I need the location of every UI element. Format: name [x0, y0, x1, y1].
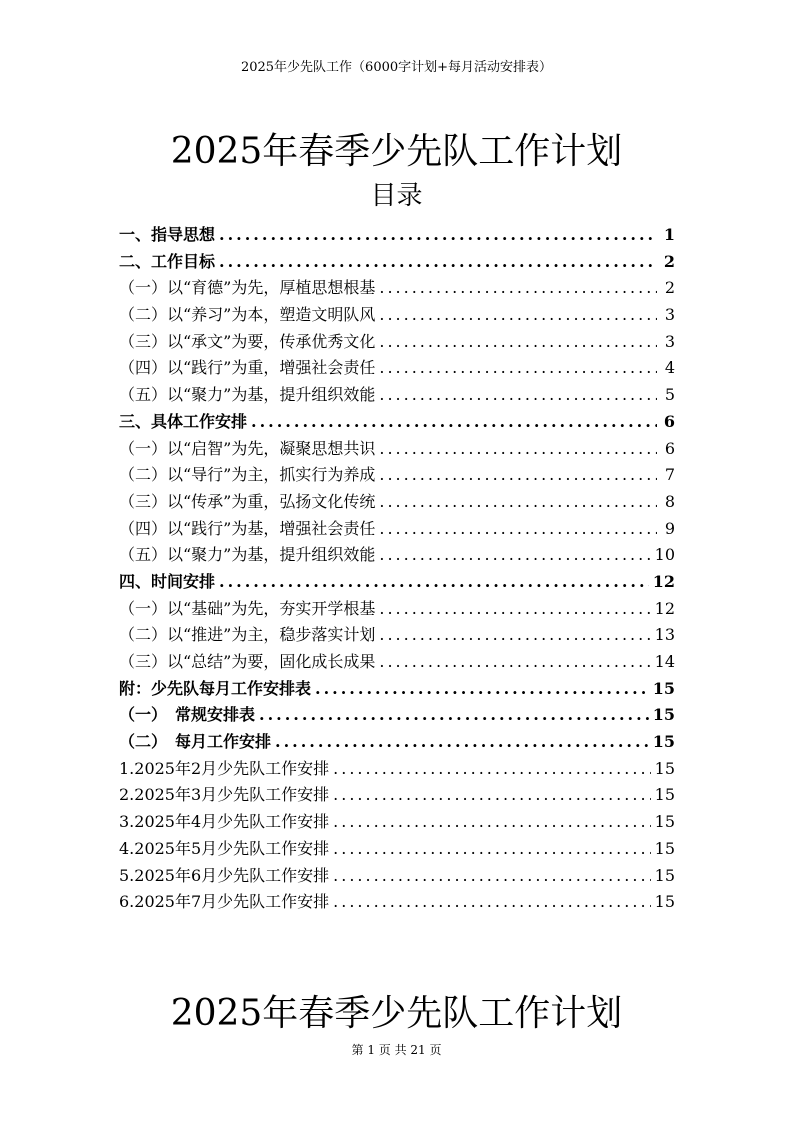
toc-entry-label: （一）以“基础”为先，夯实开学根基	[119, 598, 376, 618]
document-title: 2025年春季少先队工作计划	[170, 131, 623, 173]
toc-entry-label: 2.2025年3月少先队工作安排	[119, 785, 330, 805]
toc-entry-page-number: 15	[652, 678, 675, 698]
toc-entry-label: 附：少先队每月工作安排表	[119, 678, 312, 698]
toc-entry-page-number: 6	[664, 438, 675, 458]
toc-entry-label: （二）以“导行”为主，抓实行为养成	[119, 465, 376, 485]
toc-entry[interactable]	[119, 889, 675, 916]
toc-entry-page-number: 15	[654, 785, 675, 805]
toc-entry-page-number: 15	[652, 732, 675, 752]
toc-entry[interactable]	[119, 409, 675, 436]
toc-entry-page-number: 3	[664, 331, 675, 351]
toc-entry-label: 6.2025年7月少先队工作安排	[119, 892, 330, 912]
toc-entry-page-number: 1	[663, 225, 675, 244]
toc-entry-label: 1.2025年2月少先队工作安排	[119, 758, 330, 778]
toc-entry-page-number: 2	[663, 251, 675, 271]
toc-entry-page-number: 15	[652, 705, 675, 725]
toc-dot-leader	[333, 782, 650, 809]
toc-entry-label: 3.2025年4月少先队工作安排	[119, 812, 330, 832]
toc-entry-page-number: 15	[654, 838, 675, 858]
toc-entry-label: 二、工作目标	[119, 251, 216, 271]
toc-entry[interactable]	[119, 516, 675, 543]
toc-dot-leader	[379, 355, 657, 382]
toc-entry-page-number: 3	[664, 305, 675, 325]
toc-entry[interactable]	[119, 222, 675, 249]
toc-entry-page-number: 6	[663, 411, 675, 431]
toc-entry-label: 四、时间安排	[119, 571, 216, 591]
toc-entry[interactable]	[119, 275, 675, 302]
page-footer: 第 1 页 共 21 页	[351, 1043, 442, 1057]
toc-entry-label: 5.2025年6月少先队工作安排	[119, 865, 330, 885]
toc-entry-page-number: 5	[664, 385, 675, 405]
toc-entry[interactable]	[119, 596, 675, 623]
toc-dot-leader	[333, 863, 650, 890]
toc-entry-label: （一）以“育德”为先，厚植思想根基	[119, 278, 376, 298]
toc-entry-page-number: 14	[654, 652, 675, 671]
toc-entry[interactable]	[119, 836, 675, 863]
toc-dot-leader	[379, 462, 657, 489]
toc-entry[interactable]	[119, 729, 675, 756]
page-header: 2025年少先队工作（6000字计划+每月活动安排表）	[240, 60, 553, 75]
toc-entry-page-number: 15	[654, 758, 675, 778]
toc-entry[interactable]	[119, 649, 675, 676]
toc-entry[interactable]	[119, 676, 675, 703]
toc-entry[interactable]	[119, 569, 675, 596]
toc-dot-leader	[219, 569, 649, 596]
toc-entry[interactable]	[119, 329, 675, 356]
toc-entry-label: 一、指导思想	[119, 225, 216, 244]
toc-dot-leader	[333, 836, 650, 863]
toc-entry-page-number: 10	[654, 545, 675, 565]
toc-dot-leader	[379, 329, 657, 356]
toc-entry-page-number: 15	[654, 892, 675, 912]
toc-entry-page-number: 12	[652, 571, 675, 591]
toc-dot-leader	[379, 489, 657, 516]
toc-entry-label: （一）以“启智”为先，凝聚思想共识	[119, 438, 376, 458]
toc-entry-label: （二）以“养习”为本，塑造文明队风	[119, 305, 376, 325]
toc-entry-page-number: 12	[654, 598, 675, 618]
toc-entry-page-number: 15	[654, 812, 675, 832]
toc-dot-leader	[379, 302, 657, 329]
toc-entry[interactable]	[119, 542, 675, 569]
toc-entry[interactable]	[119, 436, 675, 463]
toc-dot-leader	[379, 382, 657, 409]
toc-dot-leader	[379, 516, 657, 543]
toc-entry[interactable]	[119, 249, 675, 276]
toc-entry-label: （二）以“推进”为主，稳步落实计划	[119, 625, 376, 645]
toc-entry[interactable]	[119, 863, 675, 890]
toc-entry-page-number: 2	[664, 278, 675, 298]
toc-entry-page-number: 15	[654, 865, 675, 885]
toc-entry[interactable]	[119, 622, 675, 649]
toc-entry-label: （三）以“总结”为要，固化成长成果	[119, 652, 376, 671]
toc-entry-label: （一） 常规安排表	[119, 705, 256, 725]
toc-entry-label: 4.2025年5月少先队工作安排	[119, 838, 330, 858]
toc-dot-leader	[379, 542, 650, 569]
toc-entry-page-number: 13	[654, 625, 675, 645]
toc-dot-leader	[379, 275, 657, 302]
toc-dot-leader	[259, 702, 649, 729]
toc-heading: 目录	[370, 181, 423, 211]
toc-entry-label: （三）以“承文”为要，传承优秀文化	[119, 331, 376, 351]
toc-dot-leader	[333, 809, 650, 836]
toc-dot-leader	[379, 649, 650, 676]
toc-entry-page-number: 7	[664, 465, 675, 485]
toc-dot-leader	[379, 622, 650, 649]
toc-entry[interactable]	[119, 489, 675, 516]
toc-entry[interactable]	[119, 355, 675, 382]
toc-entry[interactable]	[119, 382, 675, 409]
toc-entry-label: （四）以“践行”为重，增强社会责任	[119, 358, 376, 378]
toc-dot-leader	[379, 596, 650, 623]
toc-dot-leader	[333, 889, 650, 916]
toc-entry-label: 三、具体工作安排	[119, 411, 248, 431]
toc-entry-label: （五）以“聚力”为基，提升组织效能	[119, 385, 376, 405]
table-of-contents	[119, 222, 675, 916]
toc-entry[interactable]	[119, 702, 675, 729]
toc-entry-label: （四）以“践行”为基，增强社会责任	[119, 518, 376, 538]
toc-entry[interactable]	[119, 462, 675, 489]
toc-entry[interactable]	[119, 782, 675, 809]
toc-dot-leader	[251, 409, 657, 436]
toc-entry-page-number: 9	[664, 518, 675, 538]
toc-dot-leader	[315, 676, 649, 703]
toc-entry-page-number: 8	[664, 491, 675, 511]
toc-entry[interactable]	[119, 809, 675, 836]
toc-entry-page-number: 4	[664, 358, 675, 378]
toc-entry-label: （三）以“传承”为重，弘扬文化传统	[119, 491, 376, 511]
toc-dot-leader	[275, 729, 649, 756]
toc-entry-label: （二） 每月工作安排	[119, 732, 272, 752]
toc-entry[interactable]	[119, 756, 675, 783]
toc-dot-leader	[219, 249, 657, 276]
toc-dot-leader	[333, 756, 650, 783]
toc-entry-label: （五）以“聚力”为基，提升组织效能	[119, 545, 376, 565]
section-title: 2025年春季少先队工作计划	[170, 993, 623, 1035]
toc-dot-leader	[379, 436, 657, 463]
toc-dot-leader	[219, 222, 657, 249]
toc-entry[interactable]	[119, 302, 675, 329]
